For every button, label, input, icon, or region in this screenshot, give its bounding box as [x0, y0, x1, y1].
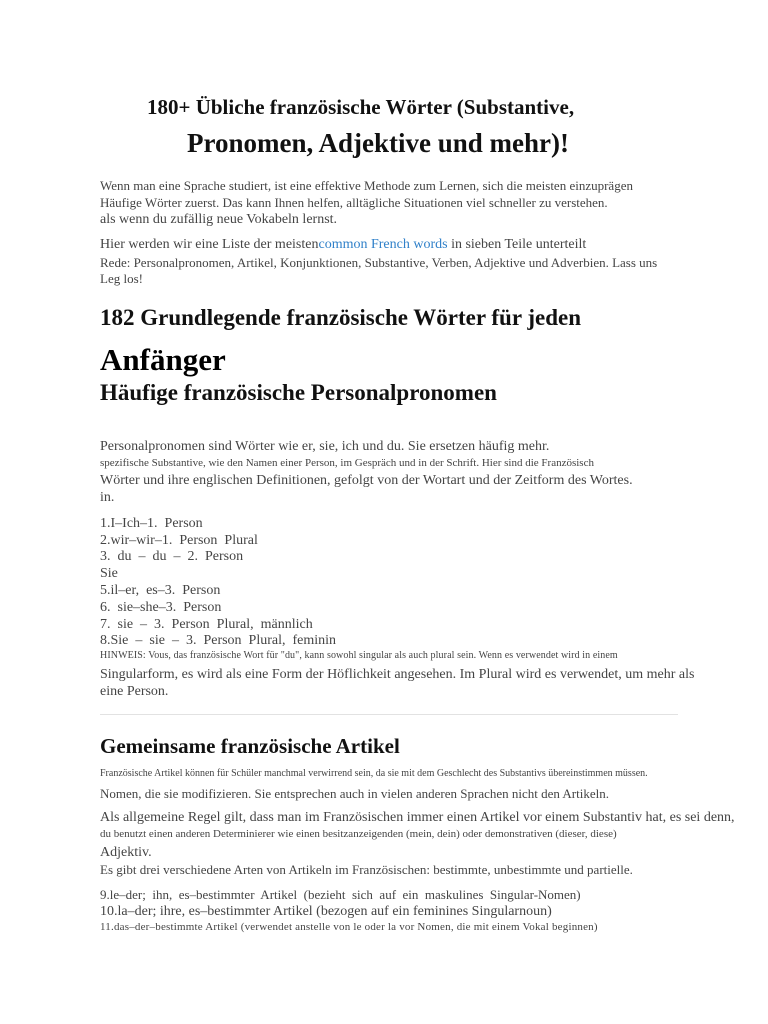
title-line-1: 180+ Übliche französische Wörter (Substantive, [147, 95, 575, 119]
articles-p2-line-4: Es gibt drei verschiedene Arten von Artikeln im Französischen: bestimmte, unbestimmte und partielle. [100, 862, 633, 877]
intro-line-3: als wenn du zufällig neue Vokabeln lernst. [100, 212, 338, 227]
pronoun-item: 2.wir–wir–1. Person Plural [100, 533, 258, 548]
pronouns-desc-3: Wörter und ihre englischen Definitionen, gefolgt von der Wortart und der Zeitform des Wortes. [100, 473, 633, 488]
list-intro-line-3: Leg los! [100, 271, 143, 286]
articles-p1-line-1: Französische Artikel können für Schüler manchmal verwirrend sein, da sie mit dem Geschlecht des Substantivs übereinstimmen müssen. [100, 768, 648, 779]
articles-heading: Gemeinsame französische Artikel [100, 734, 400, 758]
pronouns-desc-1: Personalpronomen sind Wörter wie er, sie, ich und du. Sie ersetzen häufig mehr. [100, 439, 550, 454]
pronoun-item: Sie [100, 566, 118, 581]
list-intro-line-1 [100, 237, 586, 253]
pronoun-item: 8.Sie – sie – 3. Person Plural, feminin [100, 633, 337, 648]
articles-p1-line-2: Nomen, die sie modifizieren. Sie entsprechen auch in vielen anderen Sprachen nicht den Artikeln. [100, 786, 609, 801]
pronouns-note-2: Singularform, es wird als eine Form der Höflichkeit angesehen. Im Plural wird es verwendet, um mehr als [100, 667, 695, 682]
section-heading-continued: Anfänger [100, 342, 226, 377]
pronoun-item: 1.I–Ich–1. Person [100, 516, 203, 531]
pronouns-note-3: eine Person. [100, 684, 169, 699]
articles-p2-line-2: du benutzt einen anderen Determinierer wie einen besitzanzeigenden (mein, dein) oder demonstrativen (dieser, diese) [100, 828, 617, 840]
common-french-words-link[interactable]: common French words [318, 237, 448, 252]
pronouns-desc-2: spezifische Substantive, wie den Namen einer Person, im Gespräch und in der Schrift. Hier sind die Französisch [100, 457, 594, 469]
intro-line-1: Wenn man eine Sprache studiert, ist eine effektive Methode zum Lernen, sich die meisten einzuprägen [100, 178, 633, 193]
article-item: 11.das–der–bestimmte Artikel (verwendet anstelle von le oder la vor Nomen, die mit einem Vokal beginnen) [100, 921, 598, 933]
articles-p2-line-1: Als allgemeine Regel gilt, dass man im Französischen immer einen Artikel vor einem Substantiv hat, es sei denn, [100, 810, 735, 825]
section-heading: 182 Grundlegende französische Wörter für jeden [100, 305, 582, 330]
pronoun-item: 6. sie–she–3. Person [100, 600, 222, 615]
pronoun-item: 5.il–er, es–3. Person [100, 583, 221, 598]
pronouns-note-1: HINWEIS: Vous, das französische Wort für "du", kann sowohl singular als auch plural sein. Wenn es verwendet wird in einem [100, 650, 618, 661]
list-intro-line-2: Rede: Personalpronomen, Artikel, Konjunktionen, Substantive, Verben, Adjektive und Adverbien. Lass uns [100, 255, 658, 270]
article-item: 10.la–der; ihre, es–bestimmter Artikel (bezogen auf ein feminines Singularnoun) [100, 904, 552, 919]
articles-p2-line-3: Adjektiv. [100, 845, 152, 860]
pronoun-item: 7. sie – 3. Person Plural, männlich [100, 617, 313, 632]
title-line-2: Pronomen, Adjektive und mehr)! [187, 128, 569, 158]
pronouns-heading: Häufige französische Personalpronomen [100, 380, 497, 405]
article-item: 9.le–der; ihn, es–bestimmter Artikel (bezieht sich auf ein maskulines Singular-Nomen) [100, 887, 581, 902]
pronoun-item: 3. du – du – 2. Person [100, 549, 244, 564]
intro-line-2: Häufige Wörter zuerst. Das kann Ihnen helfen, alltägliche Situationen viel schneller zu verstehen. [100, 195, 608, 210]
section-divider [100, 714, 678, 715]
pronouns-desc-4: in. [100, 490, 115, 505]
list-intro-text: Hier werden wir eine Liste der meisten [100, 237, 319, 252]
list-intro-suffix: in sieben Teile unterteilt [447, 237, 587, 252]
